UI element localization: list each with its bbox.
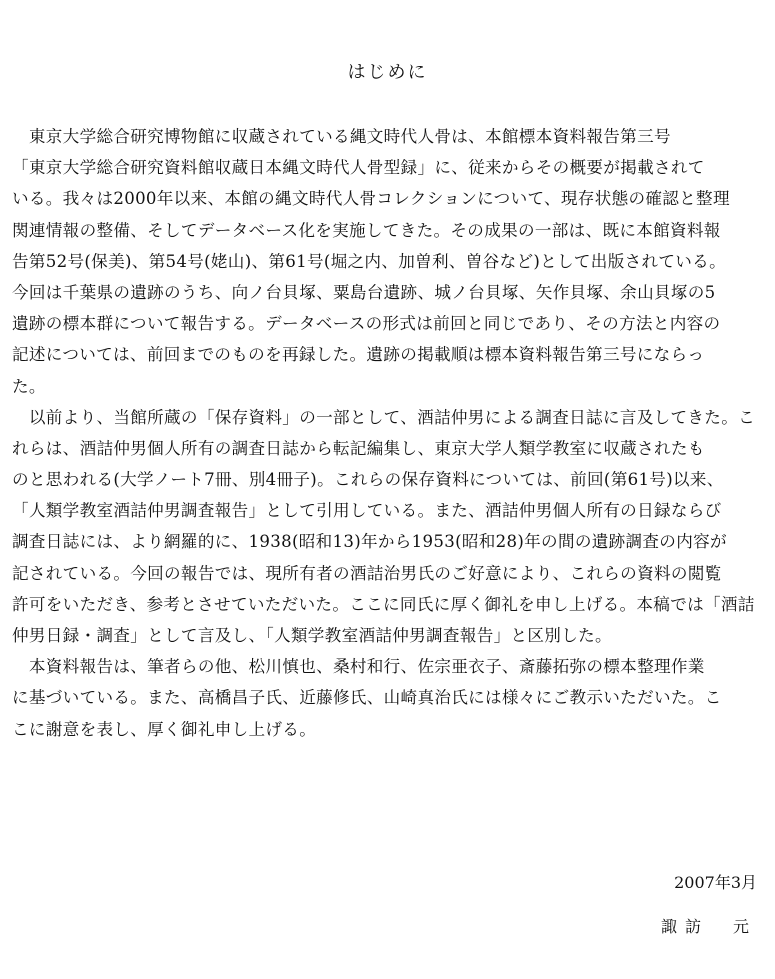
text-line: 東京大学総合研究博物館に収蔵されている縄文時代人骨は、本館標本資料報告第三号 bbox=[12, 127, 671, 146]
text-line: 遺跡の標本群について報告する。データベースの形式は前回と同じであり、その方法と内容の bbox=[12, 314, 721, 334]
body-text bbox=[12, 121, 767, 745]
text-line: た。 bbox=[12, 376, 46, 396]
date-line: 2007年3月 bbox=[674, 873, 757, 892]
text-line: 許可をいただき、参考とさせていただいた。ここに同氏に厚く御礼を申し上げる。本稿では「酒詰 bbox=[12, 594, 755, 614]
text-line: のと思われる(大学ノート7冊、別4冊子)。これらの保存資料については、前回(第61号)以来、 bbox=[12, 470, 724, 490]
text-line: 調査日誌には、より網羅的に、1938(昭和13)年から1953(昭和28)年の間の遺跡調査の内容が bbox=[12, 532, 727, 552]
page-title: はじめに bbox=[347, 62, 428, 83]
text-line: 本資料報告は、筆者らの他、松川慎也、桑村和行、佐宗亜衣子、斎藤拓弥の標本整理作業 bbox=[12, 657, 705, 677]
text-line: 今回は千葉県の遺跡のうち、向ノ台貝塚、粟島台遺跡、城ノ台貝塚、矢作貝塚、余山貝塚の5 bbox=[12, 282, 716, 302]
text-line: 関連情報の整備、そしてデータベース化を実施してきた。その成果の一部は、既に本館資料報 bbox=[12, 220, 721, 240]
text-line: に基づいている。また、高橋昌子氏、近藤修氏、山崎真治氏には様々にご教示いただいた。こ bbox=[12, 688, 722, 708]
text-line: 以前より、当館所蔵の「保存資料」の一部として、酒詰仲男による調査日誌に言及してきた。こ bbox=[12, 407, 755, 427]
text-line: 告第52号(保美)、第54号(姥山)、第61号(堀之内、加曽利、曽谷など)として出版されている。 bbox=[12, 251, 726, 271]
text-line: こに謝意を表し、厚く御礼申し上げる。 bbox=[12, 719, 317, 739]
text-line: れらは、酒詰仲男個人所有の調査日誌から転記編集し、東京大学人類学教室に収蔵されたも bbox=[12, 438, 705, 458]
text-line: 「人類学教室酒詰仲男調査報告」として引用している。また、酒詰仲男個人所有の日録ならび bbox=[12, 501, 722, 521]
text-line: 記述については、前回までのものを再録した。遺跡の掲載順は標本資料報告第三号にならっ bbox=[12, 345, 705, 365]
text-line: 「東京大学総合研究資料館収蔵日本縄文時代人骨型録」に、従来からその概要が掲載されて bbox=[12, 158, 705, 178]
text-line: 記されている。今回の報告では、現所有者の酒詰治男氏のご好意により、これらの資料の閲覧 bbox=[12, 563, 722, 583]
text-line: いる。我々は2000年以来、本館の縄文時代人骨コレクションについて、現存状態の確認と整理 bbox=[12, 189, 730, 209]
text-line: 仲男日録・調査」として言及し、「人類学教室酒詰仲男調査報告」と区別した。 bbox=[12, 626, 612, 645]
author-name: 諏訪 元 bbox=[660, 917, 757, 936]
